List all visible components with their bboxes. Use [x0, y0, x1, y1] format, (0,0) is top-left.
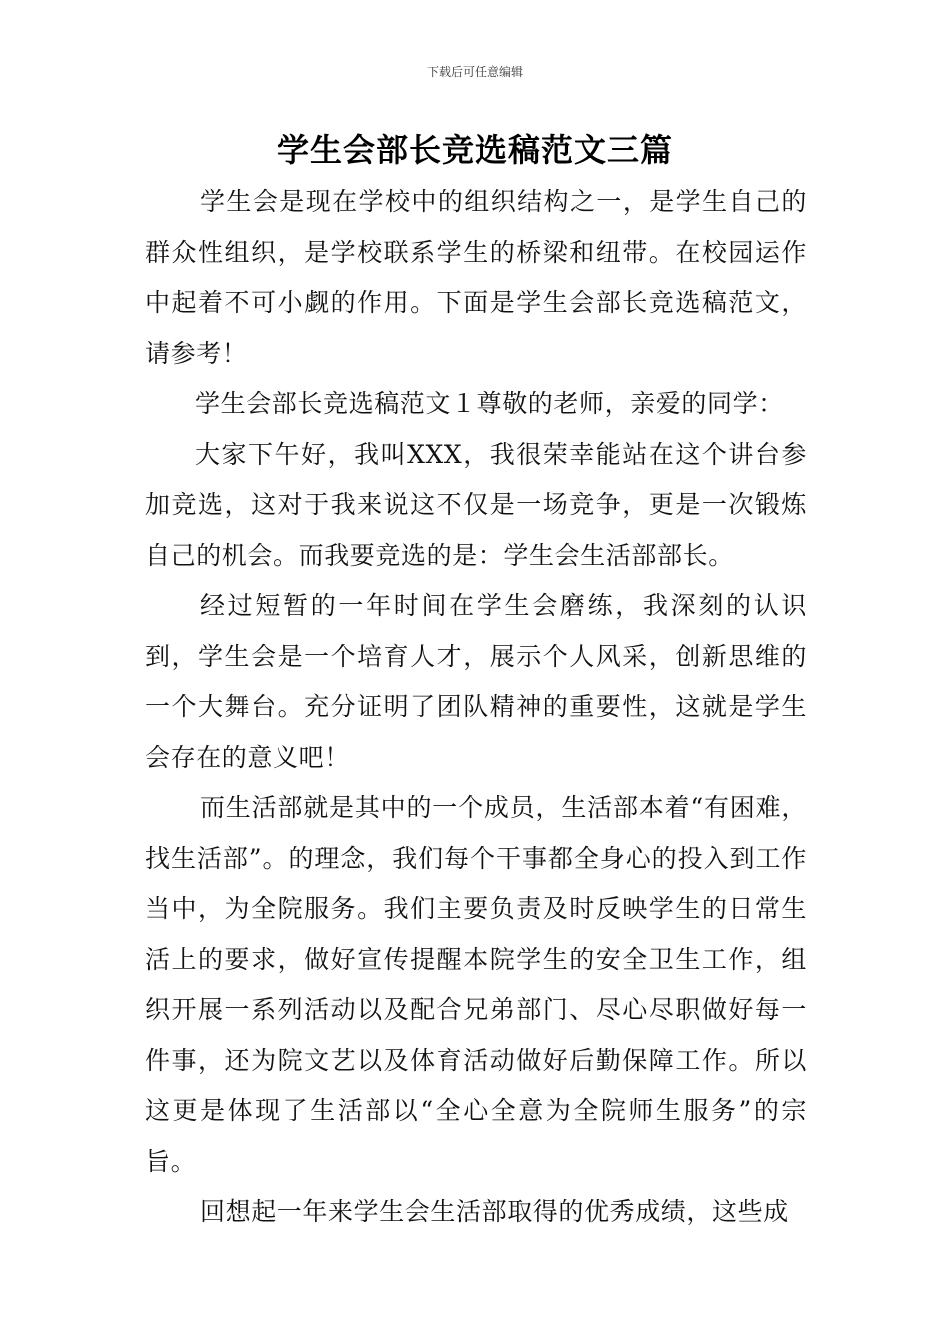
paragraph-recall: 回想起一年来学生会生活部取得的优秀成绩，这些成	[200, 1197, 789, 1226]
paragraph-salutation: 学生会部长竞选稿范文１尊敬的老师，亲爱的同学：	[195, 389, 784, 418]
paragraph-life-department: 而生活部就是其中的一个成员，生活部本着“有困难，找生活部”。的理念，我们每个干事都全身心的投入到工作当中，为全院服务。我们主要负责及时反映学生的日常生活上的要求，做好宣传提醒本院学生的安全卫生工作，组织开展一系列活动以及配合兄弟部门、尽心尽职做好每一件事，还为院文艺以及体育活动做好后勤保障工作。所以这更是体现了生活部以“全心全意为全院师生服务”的宗旨。	[145, 793, 807, 1176]
paragraph-intro: 学生会是现在学校中的组织结构之一，是学生自己的群众性组织，是学校联系学生的桥梁和纽带。在校园运作中起着不可小觑的作用。下面是学生会部长竞选稿范文，请参考！	[145, 187, 807, 368]
document-title: 学生会部长竞选稿范文三篇	[276, 131, 673, 169]
document-body	[145, 177, 807, 1238]
paragraph-greeting: 大家下午好，我叫XXX，我很荣幸能站在这个讲台参加竞选，这对于我来说这不仅是一场竞争，更是一次锻炼自己的机会。而我要竞选的是：学生会生活部部长。	[145, 439, 807, 570]
paragraph-experience: 经过短暂的一年时间在学生会磨练，我深刻的认识到，学生会是一个培育人才，展示个人风采，创新思维的一个大舞台。充分证明了团队精神的重要性，这就是学生会存在的意义吧！	[145, 591, 807, 772]
header-note: 下载后可任意编辑	[426, 65, 523, 79]
